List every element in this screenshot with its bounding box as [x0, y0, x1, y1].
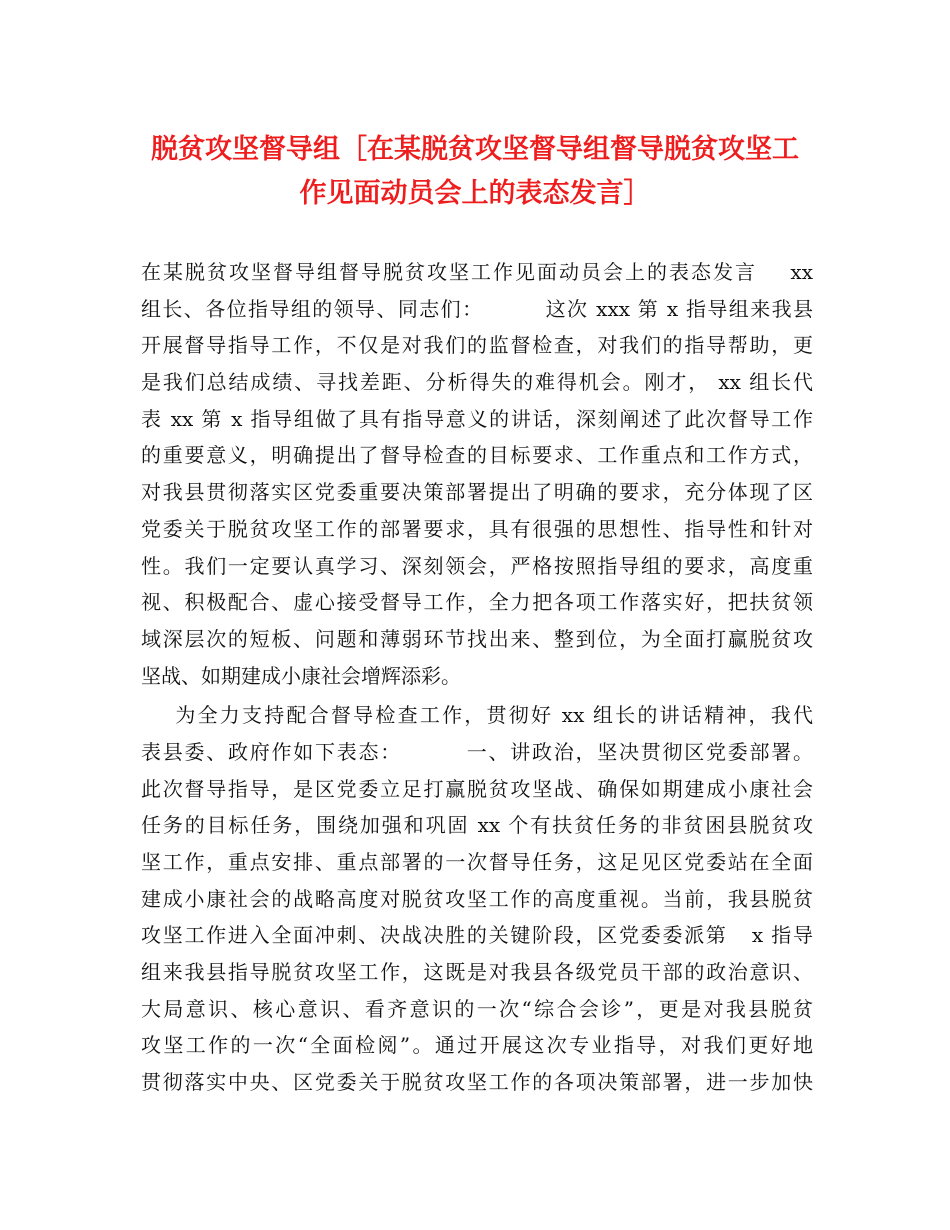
text-line: 任务的目标任务，围绕加强和巩固 xx 个有扶贫任务的非贫困县脱贫攻 [141, 813, 813, 838]
text-line: 视、积极配合、虚心接受督导工作，全力把各项工作落实好，把扶贫领 [141, 590, 813, 615]
text-line: 坚工作，重点安排、重点部署的一次督导任务，这足见区党委站在全面 [141, 850, 813, 874]
text-line: 坚战、如期建成小康社会增辉添彩。 [141, 663, 461, 688]
text-line: 开展督导指导工作，不仅是对我们的监督检查，对我们的指导帮助，更 [141, 333, 813, 358]
text-line: 表 xx 第 x 指导组做了具有指导意义的讲话，深刻阐述了此次督导工作 [141, 406, 813, 431]
text-line: 此次督导指导，是区党委立足打赢脱贫攻坚战、确保如期建成小康社会 [141, 776, 813, 801]
text-line: 表县委、政府作如下表态： 一、讲政治，坚决贯彻区党委部署。 [141, 739, 813, 764]
text-line: 建成小康社会的战略高度对脱贫攻坚工作的高度重视。当前，我县脱贫 [141, 886, 813, 911]
text-line: 的重要意义，明确提出了督导检查的目标要求、工作重点和工作方式， [141, 443, 813, 468]
title-line: 脱贫攻坚督导组［在某脱贫攻坚督导组督导脱贫攻坚工 [151, 134, 799, 165]
text-line: 性。我们一定要认真学习、深刻领会，严格按照指导组的要求，高度重 [141, 553, 813, 578]
text-line: 对我县贯彻落实区党委重要决策部署提出了明确的要求，充分体现了区 [141, 480, 813, 505]
text-line: 党委关于脱贫攻坚工作的部署要求，具有很强的思想性、指导性和针对 [141, 516, 813, 541]
text-line: 组长、各位指导组的领导、同志们： 这次 xxx 第 x 指导组来我县 [141, 296, 813, 321]
paragraph-1 [141, 254, 813, 694]
document-title [130, 128, 820, 216]
text-line: 是我们总结成绩、寻找差距、分析得失的难得机会。刚才， xx 组长代 [141, 370, 813, 395]
text-line: 大局意识、核心意识、看齐意识的一次“综合会诊”，更是对我县脱贫 [141, 996, 813, 1021]
document-body [141, 254, 813, 1101]
text-line: 攻坚工作的一次“全面检阅”。通过开展这次专业指导，对我们更好地 [141, 1033, 813, 1058]
text-line: 组来我县指导脱贫攻坚工作，这既是对我县各级党员干部的政治意识、 [141, 960, 813, 985]
text-line: 域深层次的短板、问题和薄弱环节找出来、整到位，为全面打赢脱贫攻 [141, 626, 813, 651]
text-line: 为全力支持配合督导检查工作，贯彻好 xx 组长的讲话精神，我代 [141, 703, 813, 728]
text-line: 在某脱贫攻坚督导组督导脱贫攻坚工作见面动员会上的表态发言 xx [141, 260, 813, 284]
paragraph-2 [141, 697, 813, 1101]
text-line: 贯彻落实中央、区党委关于脱贫攻坚工作的各项决策部署，进一步加快 [141, 1070, 813, 1095]
title-line: 作见面动员会上的表态发言］ [299, 178, 651, 209]
text-line: 攻坚工作进入全面冲刺、决战决胜的关键阶段，区党委委派第 x 指导 [141, 923, 813, 948]
